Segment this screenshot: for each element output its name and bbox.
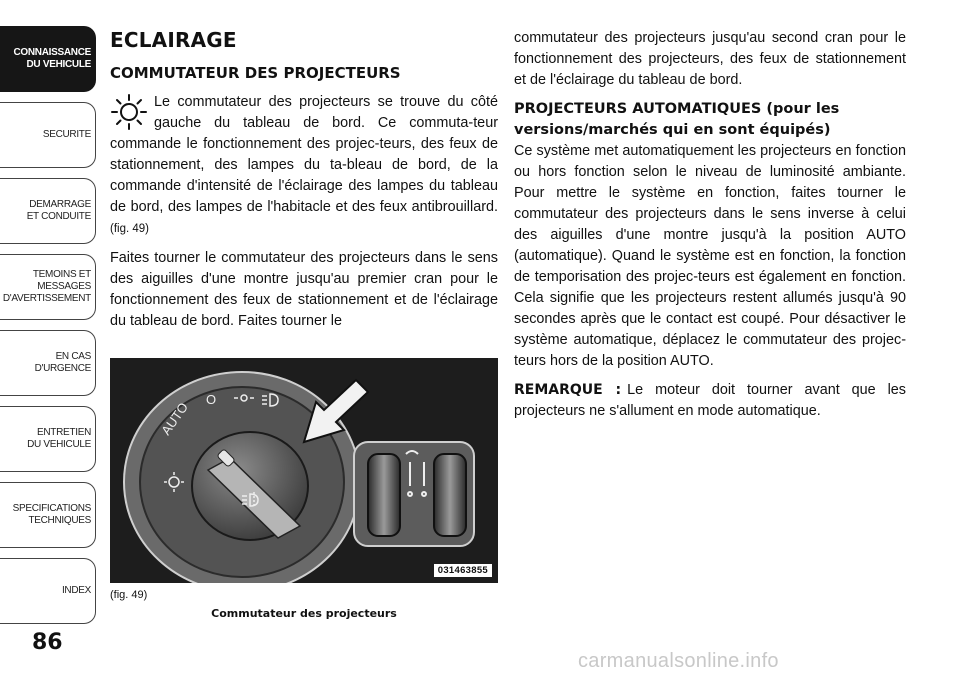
tab-en-cas-d-urgence[interactable]: EN CAS D'URGENCE — [0, 330, 96, 396]
figure-caption: Commutateur des projecteurs — [211, 607, 397, 620]
tab-specifications-techniques[interactable]: SPECIFICATIONS TECHNIQUES — [0, 482, 96, 548]
intro-paragraph — [110, 92, 498, 240]
tab-entretien-du-vehicule[interactable]: ENTRETIEN DU VEHICULE — [0, 406, 96, 472]
tab-temoins-et-messages[interactable]: TEMOINS ET MESSAGES D'AVERTISSEMENT — [0, 254, 96, 320]
intro-text: Le commutateur des projecteurs se trouve du côté gauche du tableau de bord. Ce commuta-teur commande le fonctionnement des projec-teurs, des feux de stationnement, des lampes du ta-bleau de bord, de la commande d'intensité de l'éclairage des lampes du tableau de bord, des lampes de l'habitacle et des feux antibrouillard. — [110, 94, 498, 215]
intro-block — [110, 92, 498, 240]
tab-demarrage-et-conduite[interactable]: DEMARRAGE ET CONDUITE — [0, 178, 96, 244]
subsection-title: COMMUTATEUR DES PROJECTEURS — [110, 64, 401, 82]
watermark: carmanualsonline.info — [578, 650, 779, 672]
remark-text: Le moteur doit tourner avant que les projecteurs ne s'allument en mode automatique. — [514, 382, 906, 419]
page-number: 86 — [32, 630, 63, 655]
tab-connaissance-du-vehicule[interactable]: CONNAISSANCE DU VEHICULE — [0, 26, 96, 92]
headlamp-switch-illustration — [110, 358, 498, 583]
section-title: ECLAIRAGE — [110, 28, 237, 52]
remark-label: REMARQUE : — [514, 382, 622, 398]
tab-securite[interactable]: SECURITE — [0, 102, 96, 168]
exterior-light-icon — [110, 92, 148, 132]
left-column — [110, 28, 498, 332]
figure-reference[interactable]: (fig. 49) — [110, 223, 149, 235]
headlamp-switch-figure — [110, 358, 498, 583]
auto-headlamps-heading: PROJECTEURS AUTOMATIQUES (pour les versions/marchés qui en sont équipés) — [514, 101, 840, 138]
paragraph-rotation: Faites tourner le commutateur des projecteurs dans le sens des aiguilles d'une montre jusqu'au premier cran pour le fonctionnement des feux de stationnement et de l'éclairage du tableau de bord. Faites tourner le — [110, 250, 498, 329]
auto-label: AUTO — [158, 399, 192, 438]
remark-paragraph — [514, 380, 906, 422]
figure-ref-label: (fig. 49) — [110, 589, 148, 601]
tab-index[interactable]: INDEX — [0, 558, 96, 624]
continuation-paragraph: commutateur des projecteurs jusqu'au second cran pour le fonctionnement des projecteurs, des feux de stationnement et de l'éclairage du tableau de bord. — [514, 30, 906, 88]
right-column — [514, 28, 906, 422]
figure-code: 031463855 — [434, 564, 492, 577]
off-symbol: O — [206, 392, 217, 407]
auto-headlamps-paragraph: Ce système met automatiquement les projecteurs en fonction ou hors fonction selon le niveau de luminosité ambiante. Pour mettre le système en fonction, faites tourner le commutateur des projecteurs dans le sens inverse à celui des aiguilles d'une montre jusqu'à la position AUTO (automatique). Quand le système est en fonction, la fonction de temporisation des projec-teurs est également en fonction. Cela signifie que les projecteurs restent allumés jusqu'à 90 secondes après que le contact est coupé. Pour désactiver le système automatique, déplacez le commutateur des projec-teurs hors de la position AUTO. — [514, 143, 906, 369]
